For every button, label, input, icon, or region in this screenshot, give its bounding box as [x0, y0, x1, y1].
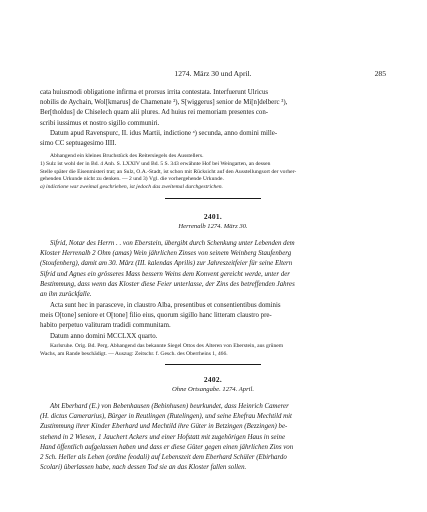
summary-line: Scolari) überlassen habe, nach dessen Tod sie an das Kloster fallen sollen.: [40, 464, 247, 472]
text-line: Datum apud Ravenspurc, II. idus Martii, indictione ᵃ) secunda, anno domini mille-: [50, 129, 278, 137]
summary-line: Sifrid, Notar des Herrn . . von Eberstein, übergibt durch Schenkung unter Lebenden dem: [50, 240, 295, 247]
page-header: [40, 69, 386, 79]
summary-line: Bestimmung, dass wenn das Kloster diese Feier unterlasse, der Zins des betreffenden Jahres: [40, 280, 295, 288]
text-line: Datum anno domini MCCLXX quarto.: [50, 332, 158, 340]
note-line: Wachs, am Rande beschädigt. — Auszug: Zeitschr. f. Gesch. des Oberrheins 1, 466.: [40, 350, 228, 357]
document-2402-summary: [40, 402, 386, 473]
text-line: Acta sunt hec in parasceve, in claustro Alba, presentibus et consentientibus dominis: [50, 302, 281, 309]
summary-line: Abt Eberhard (E.) von Bebenhausen (Bebinhusen) beurkundet, dass Heinrich Camerer: [50, 403, 289, 410]
text-line: simo CC septuagesimo IIII.: [40, 140, 117, 148]
summary-line: stehend in 2 Wiesen, 1 Jauchert Ackers und einer Hofstatt mit zugehörigen Haus in seine: [40, 433, 286, 441]
note-line: 1) Sulz ist wohl der in Bd. 4 Anh. S. LXXIV und Bd. 5 S. 343 erwähnte Hof bei Weingarten, an dessen: [40, 160, 271, 167]
document-number: 2402.: [203, 375, 223, 384]
note-line: Karlsruhe. Orig. Bd. Perg. Abhangend das bekannte Siegel Ottos des Älteren von Eberstein, aus grünem: [50, 343, 284, 349]
note-line: Abhangend ein kleines Bruchstück des Reitersiegels des Ausstellers.: [50, 153, 204, 159]
text-line: scribi iussimus et nostro sigillo communiri.: [40, 119, 160, 127]
footnotes: [40, 153, 386, 192]
summary-line: (Stoufenberg), damit am 30. März (III. kalendas Aprilis) zur Jahreszeitfeier für seine Eltern: [40, 260, 293, 268]
summary-line: (H. dictus Camerarius), Bürger in Reutlingen (Rutelingen), und seine Ehefrau Mechtild mit: [40, 413, 292, 421]
summary-line: 2 Sch. Heller als Lehen (ordine feodali) auf Lebenszeit dem Eberhard Schüler (Ebirhardo: [40, 454, 287, 462]
note-line: Stelle später die Eisenmisteri trat; an Sulz, O.A.-Stadt, ist schon mit Rücksicht auf den Ausstellungsort der vorher-: [40, 168, 297, 175]
text-line: nobilis de Aychain, Wol[kmarus] de Chamenate ²), S[wiggerus] senior de Mi[n]delberc ³),: [40, 99, 288, 107]
section-divider: [165, 198, 261, 199]
text-line: Ber[tholdus] de Chiselech quam alii plures. Ad huius rei memoriam presentes con-: [40, 109, 269, 117]
document-date: Herrenalb 1274. März 30.: [178, 223, 248, 230]
document-2401-notes: [40, 343, 386, 359]
summary-line: Zustimmung ihrer Kinder Eberhard und Mechtild ihre Güter in Betzingen (Bezzingen) be-: [40, 423, 288, 431]
document-2401-summary: [40, 239, 386, 300]
summary-line: an ihn zurückfalle.: [40, 291, 92, 299]
document-2401-text: [40, 301, 386, 342]
section-divider: [165, 364, 261, 365]
summary-line: Sifrid und Agnes ein grösseres Mass bessern Weins dem Konvent gereicht werde, unter der: [40, 270, 290, 278]
document-2402-heading: [40, 375, 386, 395]
note-line: gehenden Urkunde nicht zu denken. — 2 und 3) Vgl. die vorhergehende Urkunde.: [40, 176, 224, 183]
text-line: cata huiusmodi obligatione infirma et prorsus irrita contestata. Interfuerunt Ulricus: [40, 89, 269, 96]
text-line: meis O[tone] seniore et O[tone] filio eius, quorum sigillo hanc litteram claustro pre-: [40, 312, 272, 320]
note-line: a) indictione war zweimal geschrieben, ist jedoch das zweitemal durchgestrichen.: [40, 184, 223, 191]
document-date: Ohne Ortsangabe. 1274. April.: [172, 386, 254, 393]
document-2401-heading: [40, 212, 386, 232]
summary-line: Hand öffentlich aufgelassen haben und dass er diese Güter gegen einen jährlichen Zins von: [40, 443, 294, 451]
continuation-text: [40, 88, 386, 149]
document-number: 2401.: [203, 212, 223, 221]
running-title: 1274. März 30 und April.: [174, 69, 252, 78]
summary-line: Kloster Herrenalb 2 Ohm (amas) Wein jährlichen Zinses von seinem Weinberg Staufenberg: [40, 250, 292, 258]
text-line: habito perpetuo valituram tradidi communitam.: [40, 322, 171, 330]
page-number: 285: [374, 69, 386, 78]
